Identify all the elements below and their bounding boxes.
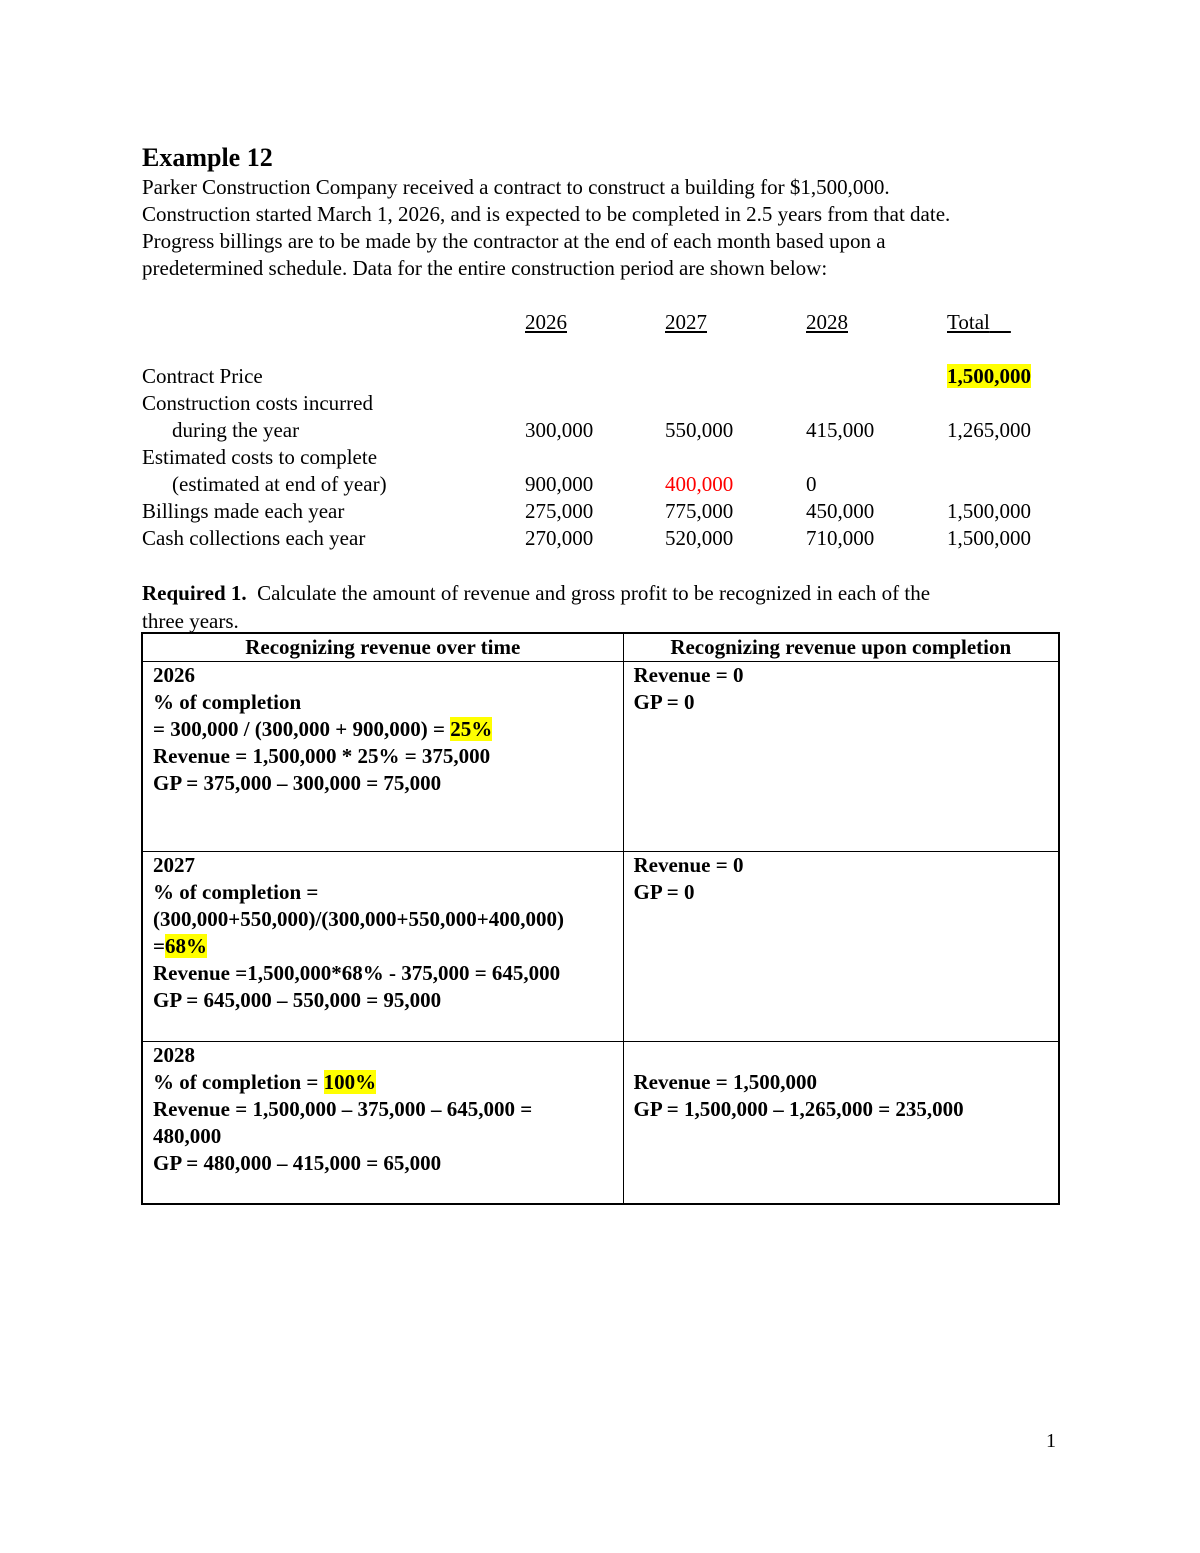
table-row <box>142 444 1057 471</box>
table-cell: 275,000 <box>525 499 594 523</box>
table-cell: 550,000 <box>665 418 734 442</box>
revised-estimate-cell: 400,000 <box>665 472 734 496</box>
row-label: Billings made each year <box>142 499 345 523</box>
problem-line: Construction started March 1, 2026, and is expected to be completed in 2.5 years from that date. <box>142 202 951 226</box>
row-label: Construction costs incurred <box>142 391 373 415</box>
table-cell: 1,265,000 <box>947 418 1031 442</box>
table-row <box>142 525 1057 552</box>
required-instruction <box>142 579 1042 635</box>
problem-line: Progress billings are to be made by the contractor at the end of each month based upon a <box>142 229 886 253</box>
table-cell: 0 <box>806 472 817 496</box>
table-row <box>142 363 1057 390</box>
table-cell: 1,500,000 <box>947 526 1031 550</box>
solution-row-2026 <box>142 662 1059 852</box>
table-cell: 300,000 <box>525 418 594 442</box>
page-number: 1 <box>1046 1430 1056 1452</box>
row-label: Contract Price <box>142 364 263 388</box>
row-sublabel: during the year <box>172 418 300 442</box>
table-cell: 1,500,000 <box>947 499 1031 523</box>
solution-table <box>141 632 1060 1205</box>
highlighted-percent: 25% <box>450 717 493 741</box>
table-cell: 450,000 <box>806 499 875 523</box>
over-time-cell: 2027 % of completion = (300,000+550,000)/(300,000+550,000+400,000) =68% Revenue =1,500,000*68% - 375,000 = 645,000 GP = 645,000 – 550,000 = 95,000 <box>142 852 623 1042</box>
upon-completion-cell: Revenue = 1,500,000 GP = 1,500,000 – 1,265,000 = 235,000 <box>623 1042 1059 1204</box>
row-sublabel: (estimated at end of year) <box>172 472 387 496</box>
problem-line: predetermined schedule. Data for the entire construction period are shown below: <box>142 256 828 280</box>
solution-header-row <box>142 633 1059 662</box>
solution-row-2027 <box>142 852 1059 1042</box>
required-text: three years. <box>142 609 239 633</box>
row-label: Estimated costs to complete <box>142 445 378 469</box>
col-header-2026: 2026 <box>525 310 567 334</box>
upon-completion-cell: Revenue = 0 GP = 0 <box>623 662 1059 852</box>
header-upon-completion: Recognizing revenue upon completion <box>623 633 1059 662</box>
problem-line: Parker Construction Company received a contract to construct a building for $1,500,000. <box>142 175 890 199</box>
col-header-2028: 2028 <box>806 310 848 334</box>
construction-data-table <box>142 309 1057 552</box>
upon-completion-cell: Revenue = 0 GP = 0 <box>623 852 1059 1042</box>
table-row <box>142 498 1057 525</box>
header-over-time: Recognizing revenue over time <box>142 633 623 662</box>
table-cell: 520,000 <box>665 526 734 550</box>
data-table-header-row <box>142 309 1057 336</box>
over-time-cell: 2026 % of completion = 300,000 / (300,000 + 900,000) = 25% Revenue = 1,500,000 * 25% = 375,000 GP = 375,000 – 300,000 = 75,000 <box>142 662 623 852</box>
over-time-cell: 2028 % of completion = 100% Revenue = 1,500,000 – 375,000 – 645,000 = 480,000 GP = 480,000 – 415,000 = 65,000 <box>142 1042 623 1204</box>
table-cell: 900,000 <box>525 472 594 496</box>
page-title: Example 12 <box>142 143 273 172</box>
highlighted-percent: 68% <box>164 934 207 958</box>
required-text: Calculate the amount of revenue and gross profit to be recognized in each of the <box>246 581 931 605</box>
table-cell: 415,000 <box>806 418 875 442</box>
problem-statement <box>142 174 1072 282</box>
solution-row-2028 <box>142 1042 1059 1204</box>
table-cell: 775,000 <box>665 499 734 523</box>
highlighted-percent: 100% <box>323 1070 377 1094</box>
table-cell: 270,000 <box>525 526 594 550</box>
table-cell: 710,000 <box>806 526 875 550</box>
row-label: Cash collections each year <box>142 526 366 550</box>
col-header-total: Total <box>947 310 990 334</box>
table-row <box>142 417 1057 444</box>
required-label: Required 1. <box>142 581 247 605</box>
contract-price-total: 1,500,000 <box>947 364 1031 388</box>
table-row <box>142 390 1057 417</box>
table-row <box>142 471 1057 498</box>
col-header-2027: 2027 <box>665 310 707 334</box>
